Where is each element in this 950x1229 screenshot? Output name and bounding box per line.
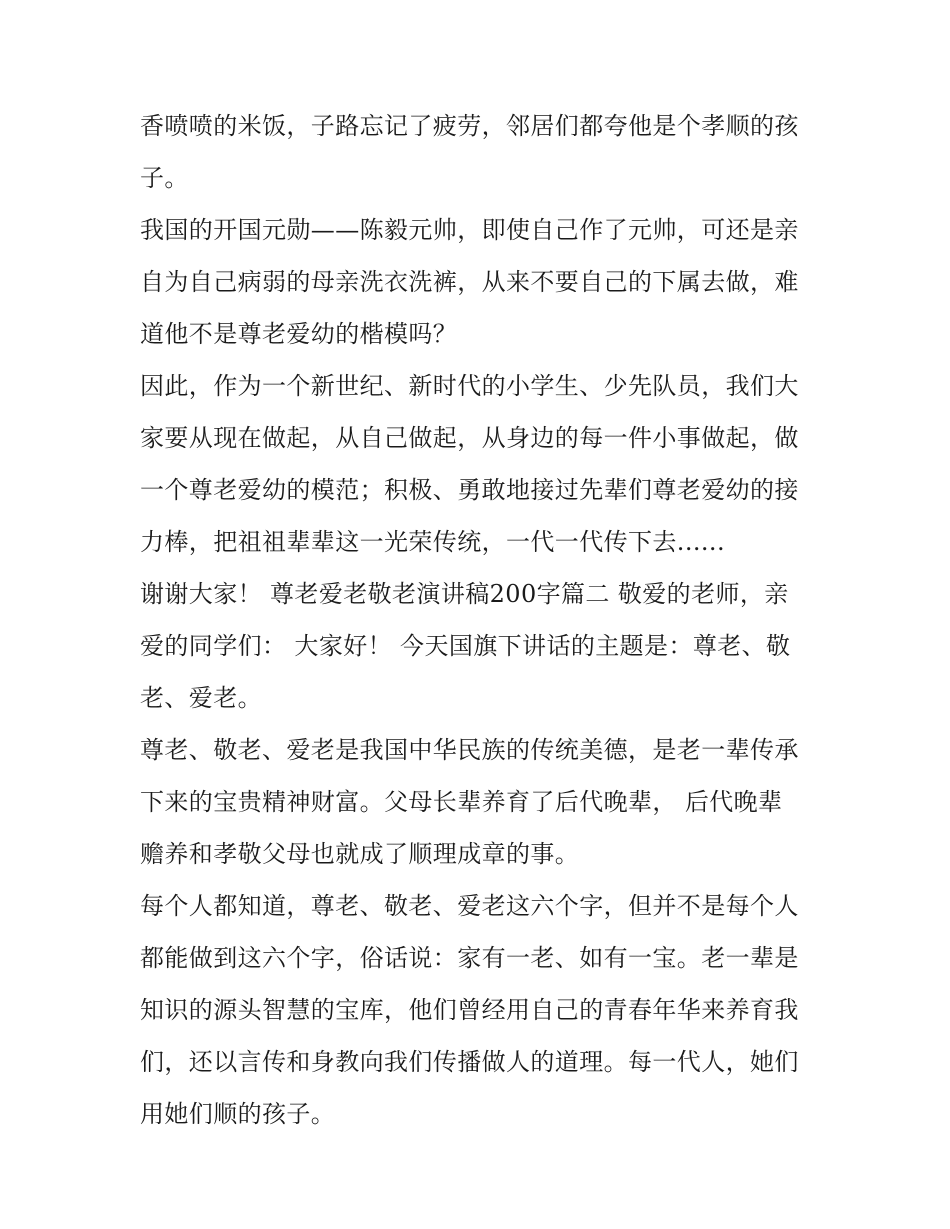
text-line: 因此，作为一个新世纪、新时代的小学生、少先队员，我们大 bbox=[140, 372, 799, 400]
text-line: 道他不是尊老爱幼的楷模吗？ bbox=[140, 320, 458, 348]
text-line: 子。 bbox=[140, 164, 189, 192]
text-line: 爱的同学们： 大家好！ 今天国旗下讲话的主题是：尊老、敬 bbox=[140, 632, 791, 660]
text-line: 香喷喷的米饭，子路忘记了疲劳，邻居们都夸他是个孝顺的孩 bbox=[140, 112, 799, 140]
text-line: 谢谢大家！ 尊老爱老敬老演讲稿200字篇二 敬爱的老师，亲 bbox=[140, 580, 789, 608]
text-line: 力棒，把祖祖辈辈这一光荣传统，一代一代传下去...... bbox=[140, 528, 725, 556]
document-body bbox=[140, 100, 812, 1140]
text-line: 尊老、敬老、爱老是我国中华民族的传统美德，是老一辈传承 bbox=[140, 736, 799, 764]
text-line: 们，还以言传和身教向我们传播做人的道理。每一代人，她们 bbox=[140, 1048, 799, 1076]
text-line: 我国的开国元勋——陈毅元帅，即使自己作了元帅，可还是亲 bbox=[140, 216, 799, 244]
text-line: 老、爱老。 bbox=[140, 684, 262, 712]
text-line: 一个尊老爱幼的模范；积极、勇敢地接过先辈们尊老爱幼的接 bbox=[140, 476, 799, 504]
text-line: 用她们顺的孩子。 bbox=[140, 1100, 336, 1128]
text-line: 每个人都知道，尊老、敬老、爱老这六个字，但并不是每个人 bbox=[140, 892, 799, 920]
text-line: 自为自己病弱的母亲洗衣洗裤，从来不要自己的下属去做，难 bbox=[140, 268, 799, 296]
text-line: 下来的宝贵精神财富。父母长辈养育了后代晚辈， 后代晚辈 bbox=[140, 788, 783, 816]
text-line: 都能做到这六个字，俗话说：家有一老、如有一宝。老一辈是 bbox=[140, 944, 799, 972]
text-line: 赡养和孝敬父母也就成了顺理成章的事。 bbox=[140, 840, 580, 868]
text-line: 家要从现在做起，从自己做起，从身边的每一件小事做起，做 bbox=[140, 424, 799, 452]
text-line: 知识的源头智慧的宝库，他们曾经用自己的青春年华来养育我 bbox=[140, 996, 799, 1024]
